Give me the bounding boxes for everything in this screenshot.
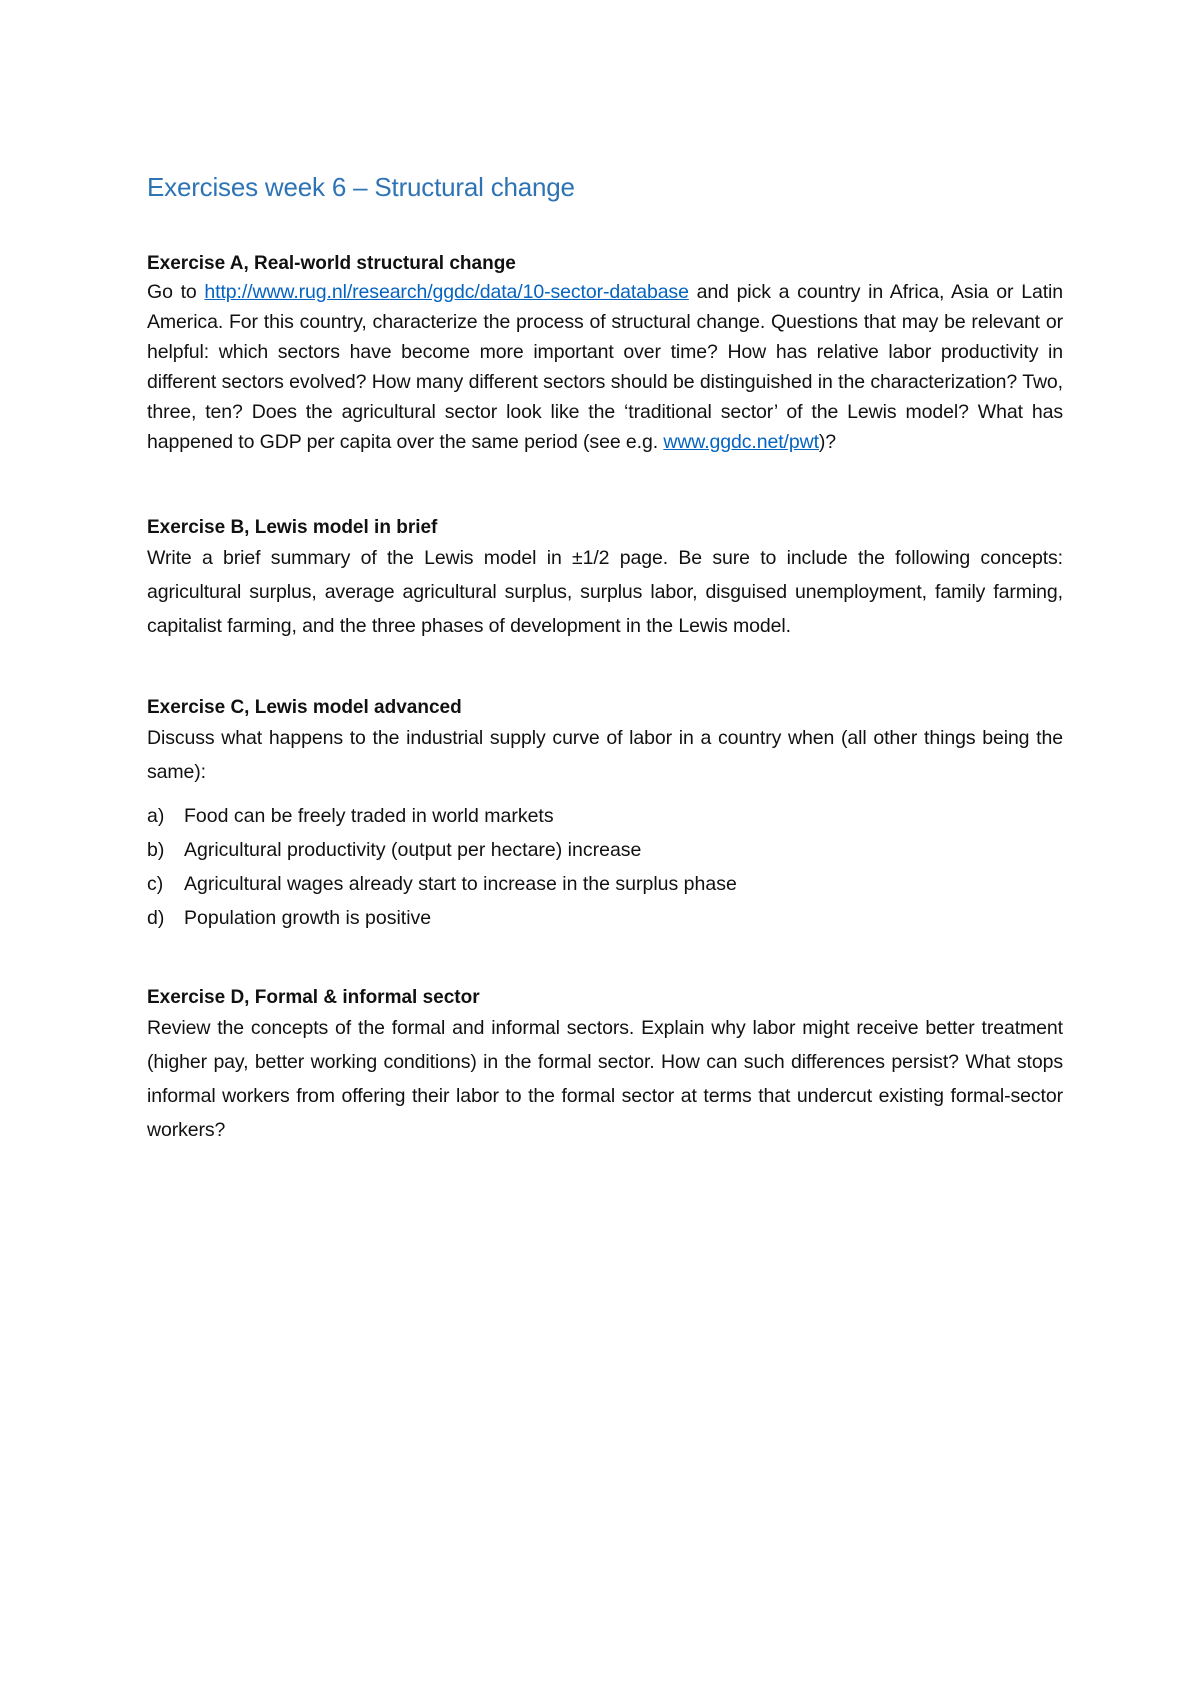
list-item xyxy=(147,901,1063,935)
exercise-c-text: Discuss what happens to the industrial supply curve of labor in a country when (all other things being the same): xyxy=(147,727,1063,783)
list-item-text: Agricultural productivity (output per hectare) increase xyxy=(184,839,642,861)
list-item-text: Agricultural wages already start to increase in the surplus phase xyxy=(184,873,737,895)
exercise-c-heading: Exercise C, Lewis model advanced xyxy=(147,697,462,718)
list-item xyxy=(147,867,1063,901)
exercise-c-list xyxy=(147,799,1063,935)
ggdc-10-sector-database-link[interactable]: http://www.rug.nl/research/ggdc/data/10-sector-database xyxy=(204,281,689,303)
ggdc-pwt-link[interactable]: www.ggdc.net/pwt xyxy=(663,431,819,453)
exercise-a-text-middle: and pick a country in Africa, Asia or Latin America. For this country, characterize the process of structural change. Questions that may be relevant or helpful: which sectors have become more important over time? How has relative labor productivity in different sectors evolved? How many different sectors should be distinguished in the characterization? Two, three, ten? Does the agricultural sector look like the ‘traditional sector’ of the Lewis model? What has happened to GDP per capita over the same period (see e.g. xyxy=(147,281,1063,453)
list-item-text: Population growth is positive xyxy=(184,907,432,929)
exercise-a-text xyxy=(147,277,1063,457)
exercise-a-heading: Exercise A, Real-world structural change xyxy=(147,253,516,274)
exercise-d-text: Review the concepts of the formal and informal sectors. Explain why labor might receive better treatment (higher pay, better working conditions) in the formal sector. How can such differences persist? What stops informal workers from offering their labor to the formal sector at terms that undercut existing formal-sector workers? xyxy=(147,1017,1063,1141)
exercise-b-heading: Exercise B, Lewis model in brief xyxy=(147,517,438,538)
list-item-marker: a) xyxy=(147,805,165,827)
page-title: Exercises week 6 – Structural change xyxy=(147,172,575,202)
list-item-marker: b) xyxy=(147,839,165,861)
exercise-a-text-start: Go to xyxy=(147,281,205,303)
list-item-marker: c) xyxy=(147,873,164,895)
list-item xyxy=(147,833,1063,867)
exercise-d-heading: Exercise D, Formal & informal sector xyxy=(147,987,480,1008)
list-item xyxy=(147,799,1063,833)
list-item-text: Food can be freely traded in world markets xyxy=(184,805,554,827)
document-page xyxy=(147,172,1063,1147)
exercise-a-section xyxy=(147,251,1063,457)
exercise-b-text: Write a brief summary of the Lewis model in ±1/2 page. Be sure to include the following concepts: agricultural surplus, average agricultural surplus, surplus labor, disguised unemployment, family farming, capitalist farming, and the three phases of development in the Lewis model. xyxy=(147,547,1063,637)
exercise-d-section xyxy=(147,985,1063,1147)
list-item-marker: d) xyxy=(147,907,165,929)
exercise-c-section xyxy=(147,695,1063,935)
exercise-a-text-end: )? xyxy=(818,431,837,453)
exercise-b-section xyxy=(147,515,1063,643)
